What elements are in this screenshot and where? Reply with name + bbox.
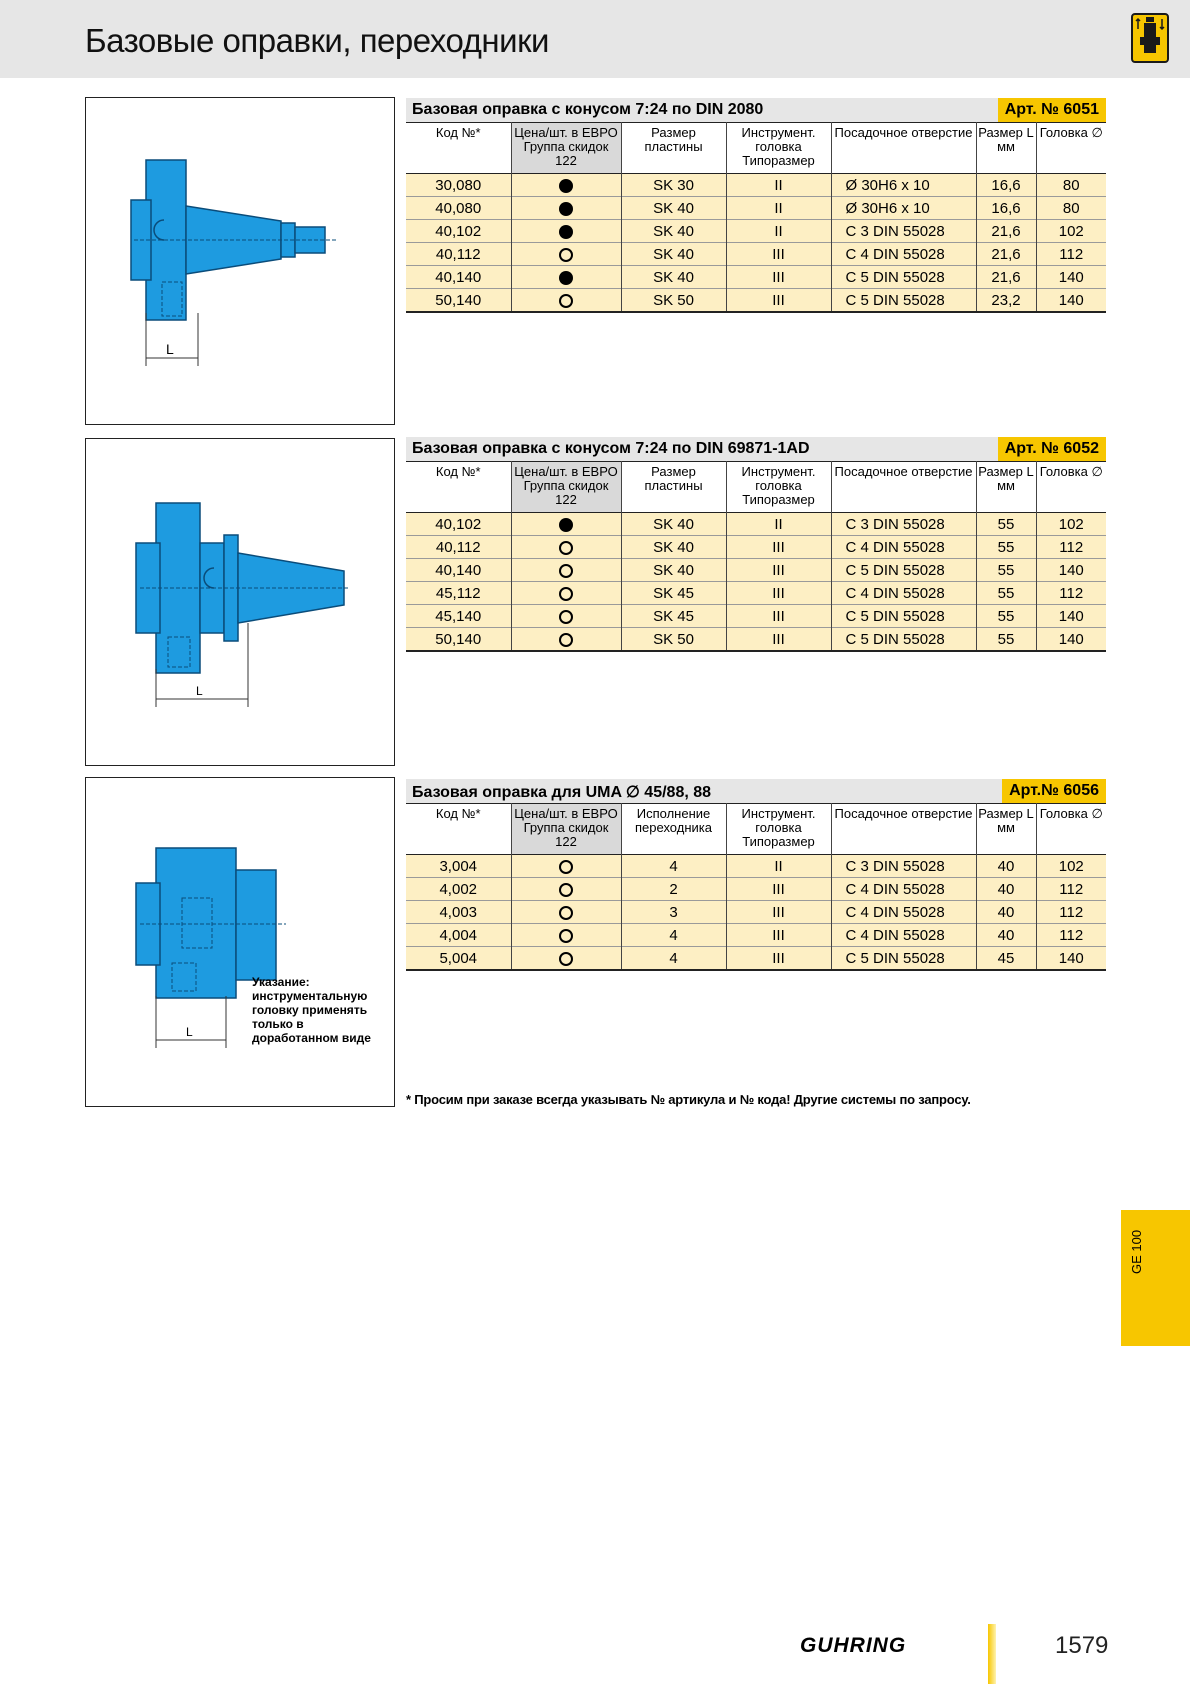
table-cell: С 5 DIN 55028	[831, 947, 976, 971]
filled-circle-icon	[559, 225, 573, 239]
open-circle-icon	[559, 587, 573, 601]
table-cell: С 4 DIN 55028	[831, 582, 976, 605]
table-cell: 21,6	[976, 266, 1036, 289]
column-header: Размер пластины	[621, 462, 726, 513]
column-header: Головка ∅	[1036, 804, 1106, 855]
table-cell: 4	[621, 855, 726, 878]
availability-cell	[511, 197, 621, 220]
table-cell: SK 40	[621, 559, 726, 582]
base-holder-din2080-drawing	[86, 98, 393, 423]
table-cell: 45	[976, 947, 1036, 971]
table-cell: III	[726, 243, 831, 266]
availability-cell	[511, 947, 621, 971]
table-cell: III	[726, 582, 831, 605]
drawing-box-6051	[85, 97, 395, 425]
table-row	[406, 628, 1106, 652]
column-header: Размер L мм	[976, 804, 1036, 855]
column-header: Цена/шт. в ЕВРО Группа скидок 122	[511, 123, 621, 174]
filled-circle-icon	[559, 202, 573, 216]
column-header: Код №*	[406, 804, 511, 855]
table-cell: 40,102	[406, 220, 511, 243]
table-cell: 140	[1036, 266, 1106, 289]
table-cell: 4,003	[406, 901, 511, 924]
table-cell: 112	[1036, 536, 1106, 559]
table-cell: SK 45	[621, 582, 726, 605]
column-header: Посадочное отверстие	[831, 123, 976, 174]
table-row	[406, 855, 1106, 878]
spec-table	[406, 122, 1106, 313]
table-row	[406, 924, 1106, 947]
table-cell: 80	[1036, 174, 1106, 197]
table-cell: 140	[1036, 559, 1106, 582]
table-row	[406, 243, 1106, 266]
table-cell: II	[726, 197, 831, 220]
availability-cell	[511, 855, 621, 878]
table-cell: 40	[976, 855, 1036, 878]
availability-cell	[511, 513, 621, 536]
base-holder-din69871-drawing	[86, 439, 393, 764]
table-cell: 45,140	[406, 605, 511, 628]
section-6052	[406, 437, 1106, 652]
uma-holder-drawing	[86, 778, 393, 1105]
table-cell: 16,6	[976, 174, 1036, 197]
table-cell: 102	[1036, 513, 1106, 536]
table-cell: SK 50	[621, 628, 726, 652]
column-header: Цена/шт. в ЕВРО Группа скидок 122	[511, 804, 621, 855]
table-cell: С 4 DIN 55028	[831, 243, 976, 266]
table-cell: 4,004	[406, 924, 511, 947]
footnote: * Просим при заказе всегда указывать № артикула и № кода! Другие системы по запросу.	[406, 1092, 971, 1107]
open-circle-icon	[559, 541, 573, 555]
table-cell: 112	[1036, 243, 1106, 266]
table-cell: SK 45	[621, 605, 726, 628]
side-tab-label: GE 100	[1129, 1229, 1144, 1274]
table-cell: II	[726, 855, 831, 878]
page-number: 1579	[1055, 1632, 1109, 1659]
section-title: Базовая оправка с конусом 7:24 по DIN 2080	[412, 101, 764, 118]
availability-cell	[511, 901, 621, 924]
availability-cell	[511, 582, 621, 605]
availability-cell	[511, 605, 621, 628]
filled-circle-icon	[559, 179, 573, 193]
table-cell: С 5 DIN 55028	[831, 559, 976, 582]
section-title: Базовая оправка с конусом 7:24 по DIN 69871-1AD	[412, 440, 810, 457]
table-cell: 55	[976, 605, 1036, 628]
table-cell: 55	[976, 559, 1036, 582]
table-cell: 23,2	[976, 289, 1036, 313]
table-row	[406, 513, 1106, 536]
table-row	[406, 878, 1106, 901]
table-cell: 21,6	[976, 220, 1036, 243]
table-cell: 112	[1036, 901, 1106, 924]
table-cell: 2	[621, 878, 726, 901]
page-title: Базовые оправки, переходники	[85, 22, 549, 59]
table-cell: 40,112	[406, 536, 511, 559]
open-circle-icon	[559, 248, 573, 262]
table-cell: 4	[621, 924, 726, 947]
open-circle-icon	[559, 883, 573, 897]
table-cell: С 5 DIN 55028	[831, 605, 976, 628]
availability-cell	[511, 266, 621, 289]
table-cell: 55	[976, 536, 1036, 559]
availability-cell	[511, 289, 621, 313]
section-title: Базовая оправка для UMA ∅ 45/88, 88	[412, 784, 712, 801]
table-cell: III	[726, 605, 831, 628]
table-cell: III	[726, 266, 831, 289]
table-cell: III	[726, 947, 831, 971]
table-cell: 112	[1036, 582, 1106, 605]
table-cell: SK 40	[621, 197, 726, 220]
section-header	[406, 779, 1106, 803]
table-cell: III	[726, 901, 831, 924]
table-cell: 4	[621, 947, 726, 971]
column-header: Посадочное отверстие	[831, 804, 976, 855]
column-header: Размер L мм	[976, 462, 1036, 513]
table-cell: 55	[976, 513, 1036, 536]
section-header	[406, 98, 1106, 122]
column-header: Цена/шт. в ЕВРО Группа скидок 122	[511, 462, 621, 513]
table-row	[406, 901, 1106, 924]
table-cell: 80	[1036, 197, 1106, 220]
table-cell: II	[726, 513, 831, 536]
table-cell: С 4 DIN 55028	[831, 536, 976, 559]
table-cell: SK 40	[621, 266, 726, 289]
table-cell: 40	[976, 901, 1036, 924]
table-cell: 30,080	[406, 174, 511, 197]
table-cell: 40,112	[406, 243, 511, 266]
table-cell: 40,140	[406, 266, 511, 289]
availability-cell	[511, 536, 621, 559]
side-tab	[1121, 1210, 1190, 1346]
table-cell: SK 40	[621, 220, 726, 243]
open-circle-icon	[559, 294, 573, 308]
spec-table	[406, 803, 1106, 971]
dim-label-l: L	[186, 1025, 193, 1039]
column-header: Инструмент. головка Типоразмер	[726, 123, 831, 174]
availability-cell	[511, 878, 621, 901]
table-cell: SK 40	[621, 536, 726, 559]
table-cell: 140	[1036, 289, 1106, 313]
drawing-box-6056	[85, 777, 395, 1107]
spec-table	[406, 461, 1106, 652]
table-row	[406, 559, 1106, 582]
section-6056	[406, 779, 1106, 971]
table-cell: II	[726, 174, 831, 197]
table-row	[406, 605, 1106, 628]
table-cell: С 3 DIN 55028	[831, 855, 976, 878]
column-header: Размер пластины	[621, 123, 726, 174]
table-cell: 40	[976, 878, 1036, 901]
availability-cell	[511, 243, 621, 266]
gold-divider	[988, 1624, 996, 1684]
table-cell: III	[726, 559, 831, 582]
section-6051	[406, 98, 1106, 313]
table-row	[406, 947, 1106, 971]
table-cell: С 4 DIN 55028	[831, 924, 976, 947]
table-cell: Ø 30H6 x 10	[831, 197, 976, 220]
table-cell: SK 40	[621, 513, 726, 536]
open-circle-icon	[559, 610, 573, 624]
drawing-box-6052	[85, 438, 395, 766]
table-cell: С 3 DIN 55028	[831, 220, 976, 243]
open-circle-icon	[559, 952, 573, 966]
table-cell: SK 30	[621, 174, 726, 197]
open-circle-icon	[559, 633, 573, 647]
tool-holder-icon	[1131, 13, 1169, 63]
table-cell: С 4 DIN 55028	[831, 878, 976, 901]
table-header-row	[406, 123, 1106, 174]
table-cell: 55	[976, 628, 1036, 652]
table-cell: 55	[976, 582, 1036, 605]
section-header	[406, 437, 1106, 461]
table-cell: III	[726, 924, 831, 947]
table-cell: III	[726, 628, 831, 652]
table-cell: 50,140	[406, 289, 511, 313]
column-header: Головка ∅	[1036, 123, 1106, 174]
dim-label-l: L	[166, 341, 174, 357]
table-cell: 16,6	[976, 197, 1036, 220]
table-row	[406, 197, 1106, 220]
open-circle-icon	[559, 929, 573, 943]
open-circle-icon	[559, 860, 573, 874]
table-cell: С 4 DIN 55028	[831, 901, 976, 924]
table-cell: 140	[1036, 628, 1106, 652]
table-row	[406, 220, 1106, 243]
open-circle-icon	[559, 564, 573, 578]
table-row	[406, 289, 1106, 313]
guhring-logo: GUHRING	[800, 1634, 907, 1657]
column-header: Посадочное отверстие	[831, 462, 976, 513]
table-row	[406, 582, 1106, 605]
table-cell: III	[726, 536, 831, 559]
table-cell: С 5 DIN 55028	[831, 266, 976, 289]
table-cell: 50,140	[406, 628, 511, 652]
table-cell: SK 50	[621, 289, 726, 313]
table-cell: 40,080	[406, 197, 511, 220]
availability-cell	[511, 220, 621, 243]
table-cell: С 5 DIN 55028	[831, 289, 976, 313]
table-cell: II	[726, 220, 831, 243]
table-cell: SK 40	[621, 243, 726, 266]
table-row	[406, 536, 1106, 559]
table-header-row	[406, 462, 1106, 513]
table-cell: 102	[1036, 220, 1106, 243]
article-badge: Арт. № 6051	[998, 98, 1106, 122]
table-header-row	[406, 804, 1106, 855]
table-cell: III	[726, 878, 831, 901]
column-header: Инструмент. головка Типоразмер	[726, 462, 831, 513]
table-cell: III	[726, 289, 831, 313]
table-cell: С 3 DIN 55028	[831, 513, 976, 536]
open-circle-icon	[559, 906, 573, 920]
article-badge: Арт. № 6052	[998, 437, 1106, 461]
table-cell: 102	[1036, 855, 1106, 878]
table-cell: С 5 DIN 55028	[831, 628, 976, 652]
availability-cell	[511, 628, 621, 652]
table-cell: 112	[1036, 924, 1106, 947]
column-header: Головка ∅	[1036, 462, 1106, 513]
table-row	[406, 266, 1106, 289]
table-cell: 40	[976, 924, 1036, 947]
table-cell: 5,004	[406, 947, 511, 971]
table-cell: 140	[1036, 947, 1106, 971]
filled-circle-icon	[559, 271, 573, 285]
table-cell: 3	[621, 901, 726, 924]
availability-cell	[511, 174, 621, 197]
filled-circle-icon	[559, 518, 573, 532]
table-row	[406, 174, 1106, 197]
column-header: Инструмент. головка Типоразмер	[726, 804, 831, 855]
column-header: Код №*	[406, 462, 511, 513]
table-cell: 40,102	[406, 513, 511, 536]
table-cell: 112	[1036, 878, 1106, 901]
availability-cell	[511, 559, 621, 582]
table-cell: 45,112	[406, 582, 511, 605]
article-badge: Арт.№ 6056	[1002, 779, 1106, 803]
table-cell: 3,004	[406, 855, 511, 878]
column-header: Код №*	[406, 123, 511, 174]
usage-note: Указание: инструментальную головку применять только в доработанном виде	[252, 975, 371, 1045]
table-cell: Ø 30H6 x 10	[831, 174, 976, 197]
table-cell: 140	[1036, 605, 1106, 628]
column-header: Размер L мм	[976, 123, 1036, 174]
column-header: Исполнение переходника	[621, 804, 726, 855]
table-cell: 40,140	[406, 559, 511, 582]
table-cell: 21,6	[976, 243, 1036, 266]
dim-label-l: L	[196, 684, 203, 698]
table-cell: 4,002	[406, 878, 511, 901]
availability-cell	[511, 924, 621, 947]
